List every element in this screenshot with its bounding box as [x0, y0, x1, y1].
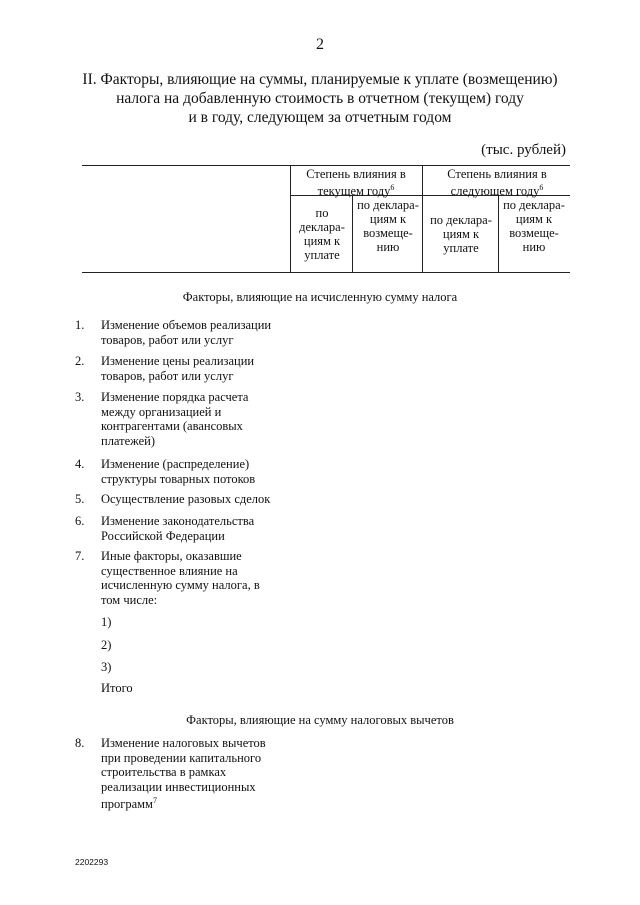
item-number: 7. — [75, 549, 85, 563]
list-item — [75, 736, 305, 816]
section-title: Факторы, влияющие на сумму налоговых вычетов — [186, 713, 454, 727]
footnote-ref-6: 6 — [390, 183, 395, 192]
item-text: Изменение налоговых вычетов при проведении капитального строительства в рамках реализации инвестиционных программ$^7$ — [101, 736, 266, 812]
sub-item: 2) — [101, 638, 112, 652]
list-item — [75, 492, 305, 508]
title-line-1: II. Факторы, влияющие на суммы, планируемые к уплате (возмещению) — [82, 71, 558, 88]
list-item — [75, 354, 305, 384]
item-text: Изменение порядка расчета между организацией и контрагентами (авансовых платежей) — [101, 390, 249, 448]
list-item — [75, 549, 305, 609]
item-text: Изменение цены реализации товаров, работ или услуг — [101, 354, 255, 383]
section-title: Факторы, влияющие на исчисленную сумму налога — [182, 290, 458, 304]
footnote-ref-6: 6 — [539, 183, 544, 192]
footnote-ref-7: 7 — [152, 796, 157, 805]
item-number: 1. — [75, 318, 85, 332]
item-number: 4. — [75, 457, 85, 471]
document-code: 2202293 — [75, 857, 109, 867]
page-title — [60, 70, 580, 127]
list-item — [75, 390, 305, 450]
item-text: Изменение (распределение) структуры товарных потоков — [101, 457, 256, 486]
list-item — [75, 457, 305, 487]
header-current-refund: по деклара- циям к возмеще- нию — [357, 198, 419, 254]
table-bottom-rule — [82, 272, 570, 273]
header-current-pay: по деклара- циям к уплате — [299, 206, 345, 262]
item-text: Иные факторы, оказавшие существенное влияние на исчисленную сумму налога, в том числе: — [101, 549, 260, 607]
item-text: Осуществление разовых сделок — [101, 492, 271, 506]
header-next-refund: по деклара- циям к возмеще- нию — [503, 198, 565, 254]
item-number: 2. — [75, 354, 85, 368]
units-label: (тыс. рублей) — [481, 142, 566, 158]
header-next-year: Степень влияния в следующем году$^6$ — [447, 167, 547, 199]
sub-item: 3) — [101, 660, 112, 674]
item-text: Изменение объемов реализации товаров, работ или услуг — [101, 318, 272, 347]
item-number: 8. — [75, 736, 85, 750]
total-label: Итого — [101, 681, 133, 695]
header-next-pay: по деклара- циям к уплате — [430, 213, 492, 255]
title-line-2: налога на добавленную стоимость в отчетном (текущем) году — [116, 90, 524, 107]
item-number: 3. — [75, 390, 85, 404]
table-divider-2 — [352, 195, 353, 272]
sub-item: 1) — [101, 615, 112, 629]
table-top-rule — [82, 165, 570, 166]
table-divider-3 — [422, 165, 423, 272]
item-number: 6. — [75, 514, 85, 528]
item-text: Изменение законодательства Российской Федерации — [101, 514, 255, 543]
title-line-3: и в году, следующем за отчетным годом — [188, 109, 452, 126]
page-number: 2 — [316, 36, 324, 53]
item-number: 5. — [75, 492, 85, 506]
table-divider-1 — [290, 165, 291, 272]
list-item — [75, 514, 305, 544]
list-item — [75, 318, 305, 348]
header-current-year: Степень влияния в текущем году$^6$ — [306, 167, 406, 199]
table-divider-4 — [498, 195, 499, 272]
